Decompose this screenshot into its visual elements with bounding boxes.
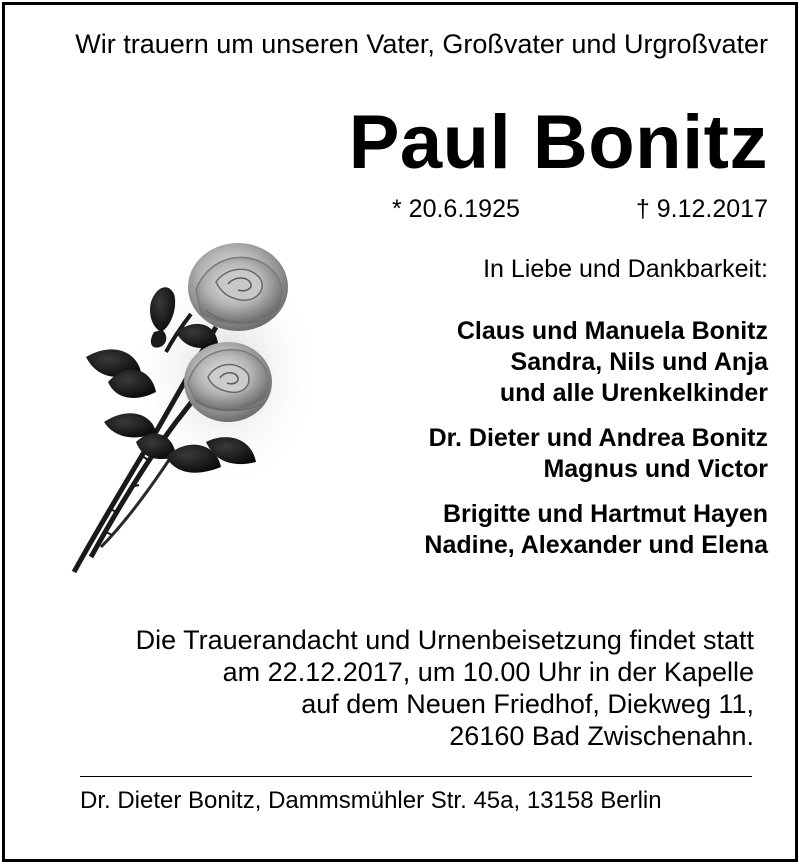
family-list xyxy=(424,316,768,575)
death-date: † 9.12.2017 xyxy=(635,195,768,223)
ceremony-notice xyxy=(136,624,754,752)
notice-line: Die Trauerandacht und Urnenbeisetzung findet statt xyxy=(135,625,754,655)
deceased-name: Paul Bonitz xyxy=(348,100,768,185)
birth-date: * 20.6.1925 xyxy=(392,195,520,223)
divider xyxy=(80,776,752,777)
notice-line: auf dem Neuen Friedhof, Diekweg 11, xyxy=(301,689,754,719)
family-line: Magnus und Victor xyxy=(543,455,768,483)
family-line: Sandra, Nils und Anja xyxy=(510,348,768,376)
thanks-line: In Liebe und Dankbarkeit: xyxy=(483,255,768,283)
family-line: Dr. Dieter und Andrea Bonitz xyxy=(428,424,768,452)
family-line: Brigitte und Hartmut Hayen xyxy=(442,500,768,528)
intro-text: Wir trauern um unseren Vater, Großvater und Urgroßvater xyxy=(75,29,768,59)
family-group xyxy=(424,499,768,561)
rose-illustration-icon xyxy=(56,232,326,612)
family-group xyxy=(424,423,768,485)
family-line: Nadine, Alexander und Elena xyxy=(424,531,768,559)
notice-line: am 22.12.2017, um 10.00 Uhr in der Kapelle xyxy=(222,657,754,687)
family-group xyxy=(424,316,768,409)
contact-address: Dr. Dieter Bonitz, Dammsmühler Str. 45a, 13158 Berlin xyxy=(80,787,662,814)
notice-line: 26160 Bad Zwischenahn. xyxy=(449,721,754,751)
family-line: und alle Urenkelkinder xyxy=(499,379,768,407)
family-line: Claus und Manuela Bonitz xyxy=(456,317,768,345)
